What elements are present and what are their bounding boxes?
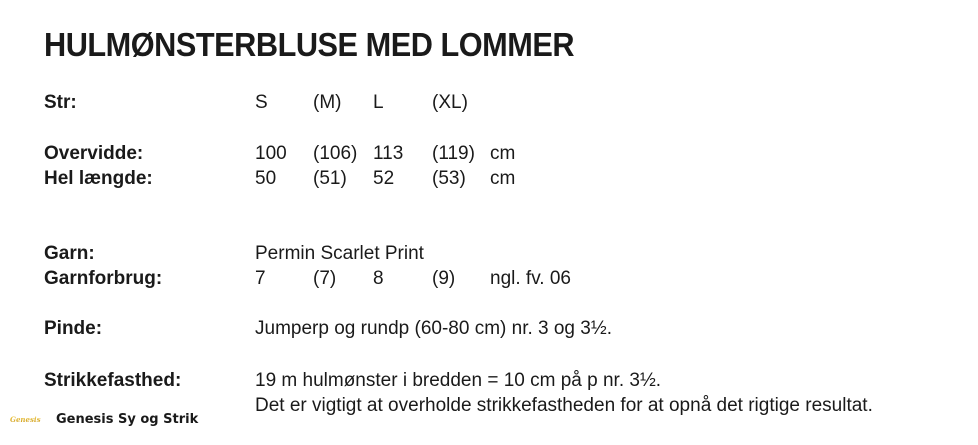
yarn-value: Permin Scarlet Print bbox=[255, 243, 424, 264]
length-label: Hel længde: bbox=[44, 168, 153, 189]
needles-value: Jumperp og rundp (60-80 cm) nr. 3 og 3½. bbox=[255, 318, 612, 339]
length-unit: cm bbox=[490, 168, 516, 189]
yarn-usage-s: 7 bbox=[255, 268, 266, 289]
yarn-usage-xl: (9) bbox=[432, 268, 456, 289]
yarn-label: Garn: bbox=[44, 243, 95, 264]
size-m: (M) bbox=[313, 92, 342, 113]
yarn-usage-unit: ngl. fv. 06 bbox=[490, 268, 571, 289]
length-xl: (53) bbox=[432, 168, 466, 189]
yarn-usage-l: 8 bbox=[373, 268, 384, 289]
chest-label: Overvidde: bbox=[44, 143, 144, 164]
gauge-label: Strikkefasthed: bbox=[44, 370, 182, 391]
page-title: HULMØNSTERBLUSE MED LOMMER bbox=[44, 26, 575, 63]
length-m: (51) bbox=[313, 168, 347, 189]
footer bbox=[10, 412, 198, 427]
size-l: L bbox=[373, 92, 384, 113]
size-xl: (XL) bbox=[432, 92, 468, 113]
yarn-usage-label: Garnforbrug: bbox=[44, 268, 163, 289]
yarn-usage-m: (7) bbox=[313, 268, 337, 289]
genesis-logo: Genesis bbox=[10, 415, 50, 424]
footer-brand-text: Genesis Sy og Strik bbox=[56, 412, 199, 427]
length-l: 52 bbox=[373, 168, 395, 189]
chest-unit: cm bbox=[490, 143, 516, 164]
chest-l: 113 bbox=[373, 143, 404, 164]
gauge-line-1: 19 m hulmønster i bredden = 10 cm på p nr. 3½. bbox=[255, 370, 662, 391]
chest-s: 100 bbox=[255, 143, 287, 164]
chest-m: (106) bbox=[313, 143, 358, 164]
sizes-label: Str: bbox=[44, 92, 77, 113]
needles-label: Pinde: bbox=[44, 318, 103, 339]
length-s: 50 bbox=[255, 168, 277, 189]
size-s: S bbox=[255, 92, 268, 113]
gauge-line-2: Det er vigtigt at overholde strikkefastheden for at opnå det rigtige resultat. bbox=[255, 395, 873, 416]
chest-xl: (119) bbox=[432, 143, 475, 164]
